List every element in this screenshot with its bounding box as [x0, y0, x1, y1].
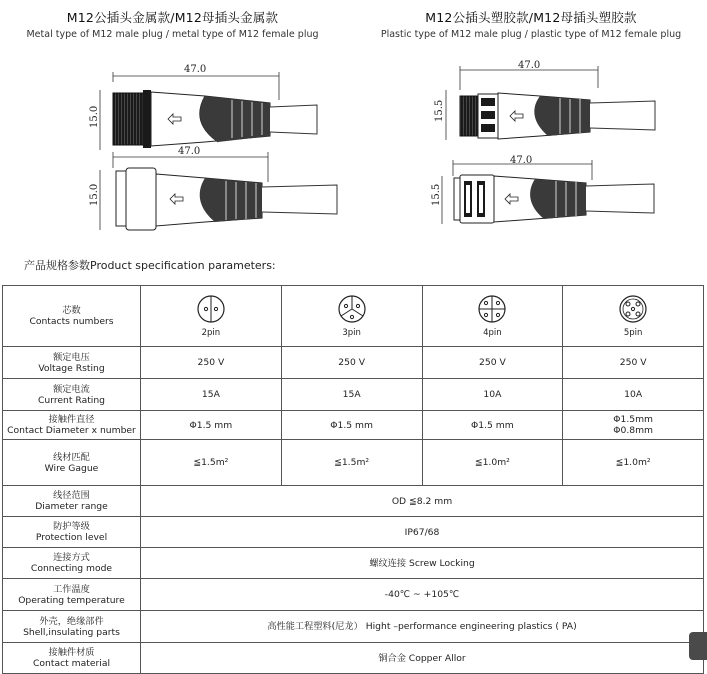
- label-zh: 外壳，绝缘部件: [39, 615, 104, 627]
- label-en: Contact material: [32, 658, 110, 669]
- pin-2-icon: [196, 294, 226, 324]
- table-cell: 250 V: [281, 347, 422, 379]
- header-metal-title: M12公插头金属款/M12母插头金属款: [66, 10, 279, 25]
- pin-4-icon: [477, 294, 507, 324]
- table-cell-span: OD ≦8.2 mm: [141, 486, 704, 517]
- metal-male-plug-drawing: [89, 64, 317, 150]
- pin-label-5: 5pin: [623, 327, 643, 338]
- label-en: Voltage Rsting: [38, 362, 105, 374]
- label-zh: 额定电压: [53, 351, 90, 363]
- table-row-voltage: [3, 347, 704, 379]
- label-voltage: [3, 347, 141, 379]
- table-cell: 10A: [563, 379, 704, 411]
- table-cell-span: -40℃ ~ +105℃: [141, 579, 704, 611]
- table-row-current: [3, 379, 704, 411]
- table-row-contacts: [3, 286, 704, 347]
- pin-label-4: 4pin: [483, 327, 502, 338]
- table-cell: 15A: [281, 379, 422, 411]
- metal-female-diameter: 15.0: [89, 183, 100, 206]
- label-en: Wire Gague: [44, 462, 99, 474]
- label-en: Diameter range: [35, 501, 108, 512]
- label-wire: [3, 440, 141, 486]
- plastic-male-diameter: 15.5: [434, 99, 445, 122]
- table-cell: ≦1.5m²: [281, 440, 422, 486]
- label-en: Current Rating: [37, 394, 106, 406]
- table-cell: ≦1.0m²: [422, 440, 563, 486]
- plastic-male-plug-drawing: [434, 60, 655, 140]
- table-row-wire: [3, 440, 704, 486]
- metal-female-plug-drawing: [89, 146, 337, 230]
- pin-3-icon: [337, 294, 367, 324]
- table-row-connecting: [3, 548, 704, 579]
- label-en: Contacts numbers: [29, 316, 114, 327]
- scroll-tab[interactable]: [689, 632, 707, 660]
- plastic-male-length: 47.0: [518, 60, 541, 71]
- plastic-female-diameter: 15.5: [431, 183, 442, 206]
- label-protection: [3, 517, 141, 548]
- table-row-temperature: [3, 579, 704, 611]
- label-current: [3, 379, 141, 411]
- label-zh: 连接方式: [53, 552, 90, 563]
- plastic-female-plug-drawing: [431, 155, 654, 224]
- pin-label-2: 2pin: [201, 327, 221, 338]
- label-shell: [3, 611, 141, 643]
- label-zh: 线径范围: [53, 490, 90, 501]
- pin-cell-2: [141, 286, 282, 347]
- pin-label-3: 3pin: [342, 327, 361, 338]
- table-row-contact-diameter: [3, 411, 704, 440]
- plastic-female-length: 47.0: [510, 155, 533, 166]
- table-row-shell: [3, 611, 704, 643]
- label-contact-diameter: [3, 411, 141, 440]
- label-zh: 防护等级: [53, 521, 90, 532]
- label-zh: 额定电流: [53, 383, 90, 395]
- table-row-contact-material: [3, 643, 704, 674]
- label-contacts: [3, 286, 141, 347]
- table-cell: 15A: [141, 379, 282, 411]
- table-cell: ≦1.0m²: [563, 440, 704, 486]
- table-cell: 250 V: [422, 347, 563, 379]
- table-cell-span: 铜合金 Copper Allor: [141, 643, 704, 674]
- pin-5-icon: [618, 294, 648, 324]
- label-temperature: [3, 579, 141, 611]
- section-title: 产品规格参数Product specification parameters:: [24, 259, 276, 272]
- label-en: Protection level: [35, 532, 108, 543]
- label-zh: 接触件直径: [48, 414, 95, 425]
- table-cell-5pin: [563, 411, 704, 440]
- label-zh: 芯数: [62, 305, 81, 316]
- label-diameter-range: [3, 486, 141, 517]
- table-row-protection: [3, 517, 704, 548]
- pin-cell-5: [563, 286, 704, 347]
- connector-drawings: [0, 0, 707, 250]
- table-cell: 250 V: [563, 347, 704, 379]
- contact-diameter-5pin-2: Φ0.8mm: [613, 425, 653, 436]
- table-cell-span: 高性能工程塑料(尼龙） Hight –performance engineering plastics ( PA): [141, 611, 704, 643]
- metal-male-diameter: 15.0: [89, 105, 100, 128]
- table-cell-span: 螺纹连接 Screw Locking: [141, 548, 704, 579]
- table-row-diameter-range: [3, 486, 704, 517]
- spec-table: [2, 285, 704, 674]
- label-en: Contact Diameter x number: [7, 425, 136, 436]
- pin-cell-4: [422, 286, 563, 347]
- table-cell: Φ1.5 mm: [281, 411, 422, 440]
- table-cell: 250 V: [141, 347, 282, 379]
- header-plastic-title: M12公插头塑胶款/M12母插头塑胶款: [425, 10, 637, 25]
- contact-diameter-5pin-1: Φ1.5mm: [613, 414, 653, 425]
- label-zh: 工作温度: [53, 583, 90, 595]
- header-metal-subtitle: Metal type of M12 male plug / metal type of M12 female plug: [26, 29, 319, 40]
- metal-female-length: 47.0: [178, 146, 201, 157]
- label-en: Connecting mode: [30, 563, 113, 574]
- label-connecting: [3, 548, 141, 579]
- label-contact-material: [3, 643, 141, 674]
- label-en: Operating temperature: [18, 594, 125, 606]
- pin-cell-3: [281, 286, 422, 347]
- table-cell: 10A: [422, 379, 563, 411]
- table-cell: ≦1.5m²: [141, 440, 282, 486]
- label-en: Shell,insulating parts: [23, 626, 120, 638]
- table-cell-span: IP67/68: [141, 517, 704, 548]
- label-zh: 线材匹配: [53, 451, 90, 463]
- header-plastic-subtitle: Plastic type of M12 male plug / plastic type of M12 female plug: [380, 29, 682, 40]
- metal-male-length: 47.0: [184, 64, 207, 75]
- label-zh: 接触件材质: [48, 647, 95, 658]
- table-cell: Φ1.5 mm: [141, 411, 282, 440]
- table-cell: Φ1.5 mm: [422, 411, 563, 440]
